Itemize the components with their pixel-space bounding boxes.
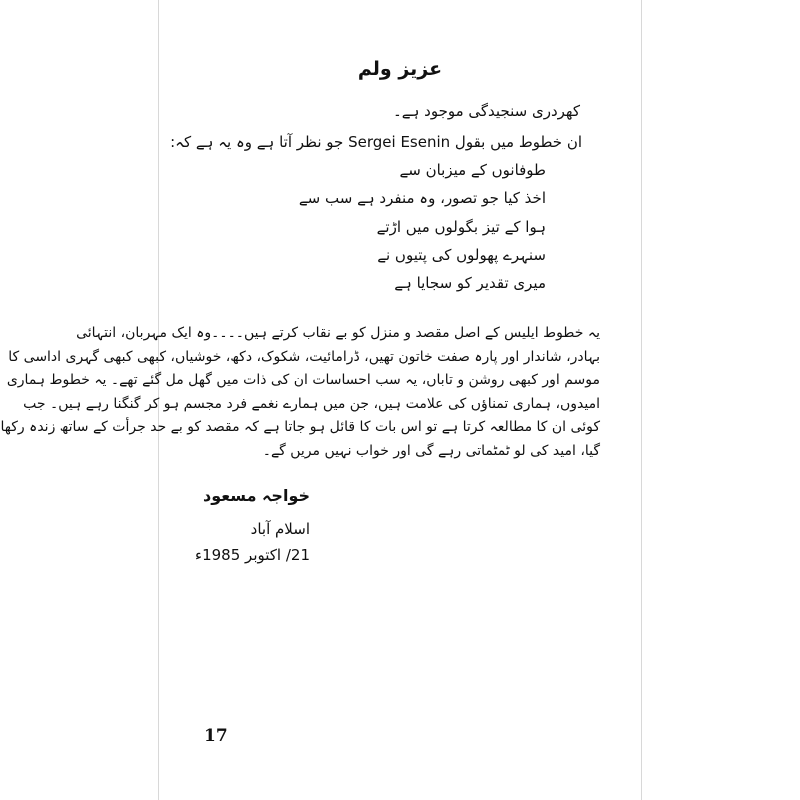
running-head: عزیز ولم: [357, 58, 443, 80]
poem-line: ہوا کے تیز بگولوں میں اڑتے: [376, 218, 546, 236]
poem-line: طوفانوں کے میزبان سے: [399, 161, 546, 179]
poem-line: اخذ کیا جو تصور، وہ منفرد ہے سب سے: [298, 189, 546, 207]
poem-line: سنہرے پھولوں کی پتیوں نے: [377, 246, 546, 264]
paragraph-line: کوئی ان کا مطالعہ کرتا ہے تو اس بات کا قائل ہو جاتا ہے کہ مقصد کو بے حد جرأت کے ساتھ زندہ رکھا: [0, 419, 600, 435]
paragraph-line: گیا، امید کی لو ٹمٹماتی رہے گی اور خواب نہیں مریں گے۔: [262, 442, 600, 459]
paragraph-line: بہادر، شاندار اور پارہ صفت خاتون تھیں، ڈرامائیت، شکوک، دکھ، خوشیاں، کبھی کبھی گہری اداسی کا: [8, 348, 600, 365]
paragraph-line: امیدوں، ہماری تمناؤں کی علامت ہیں، جن میں ہمارے نغمے فرد مجسم ہو کر گنگنا رہے ہیں۔ جب: [23, 395, 600, 412]
paragraph-line: یہ خطوط ایلیس کے اصل مقصد و منزل کو بے نقاب کرتے ہیں۔۔۔۔وہ ایک مہربان، انتہائی: [76, 325, 600, 341]
body-paragraph: [0, 322, 600, 463]
intro-line: کھردری سنجیدگی موجود ہے۔: [393, 102, 580, 120]
signature-date: 21/ اکتوبر 1985ء: [195, 546, 310, 564]
poem-line: میری تقدیر کو سجایا ہے: [394, 274, 546, 292]
page-number: 17: [204, 726, 228, 746]
signature-place: اسلام آباد: [250, 520, 310, 538]
intro-line: ان خطوط میں بقول Sergei Esenin جو نظر آتا ہے وہ یہ ہے کہ:: [170, 133, 582, 151]
signature-name: خواجہ مسعود: [203, 486, 310, 505]
paragraph-line: موسم اور کبھی روشن و تاباں، یہ سب احساسات ان کی ذات میں گھل مل گئے تھے۔ یہ خطوط ہماری: [6, 372, 600, 388]
